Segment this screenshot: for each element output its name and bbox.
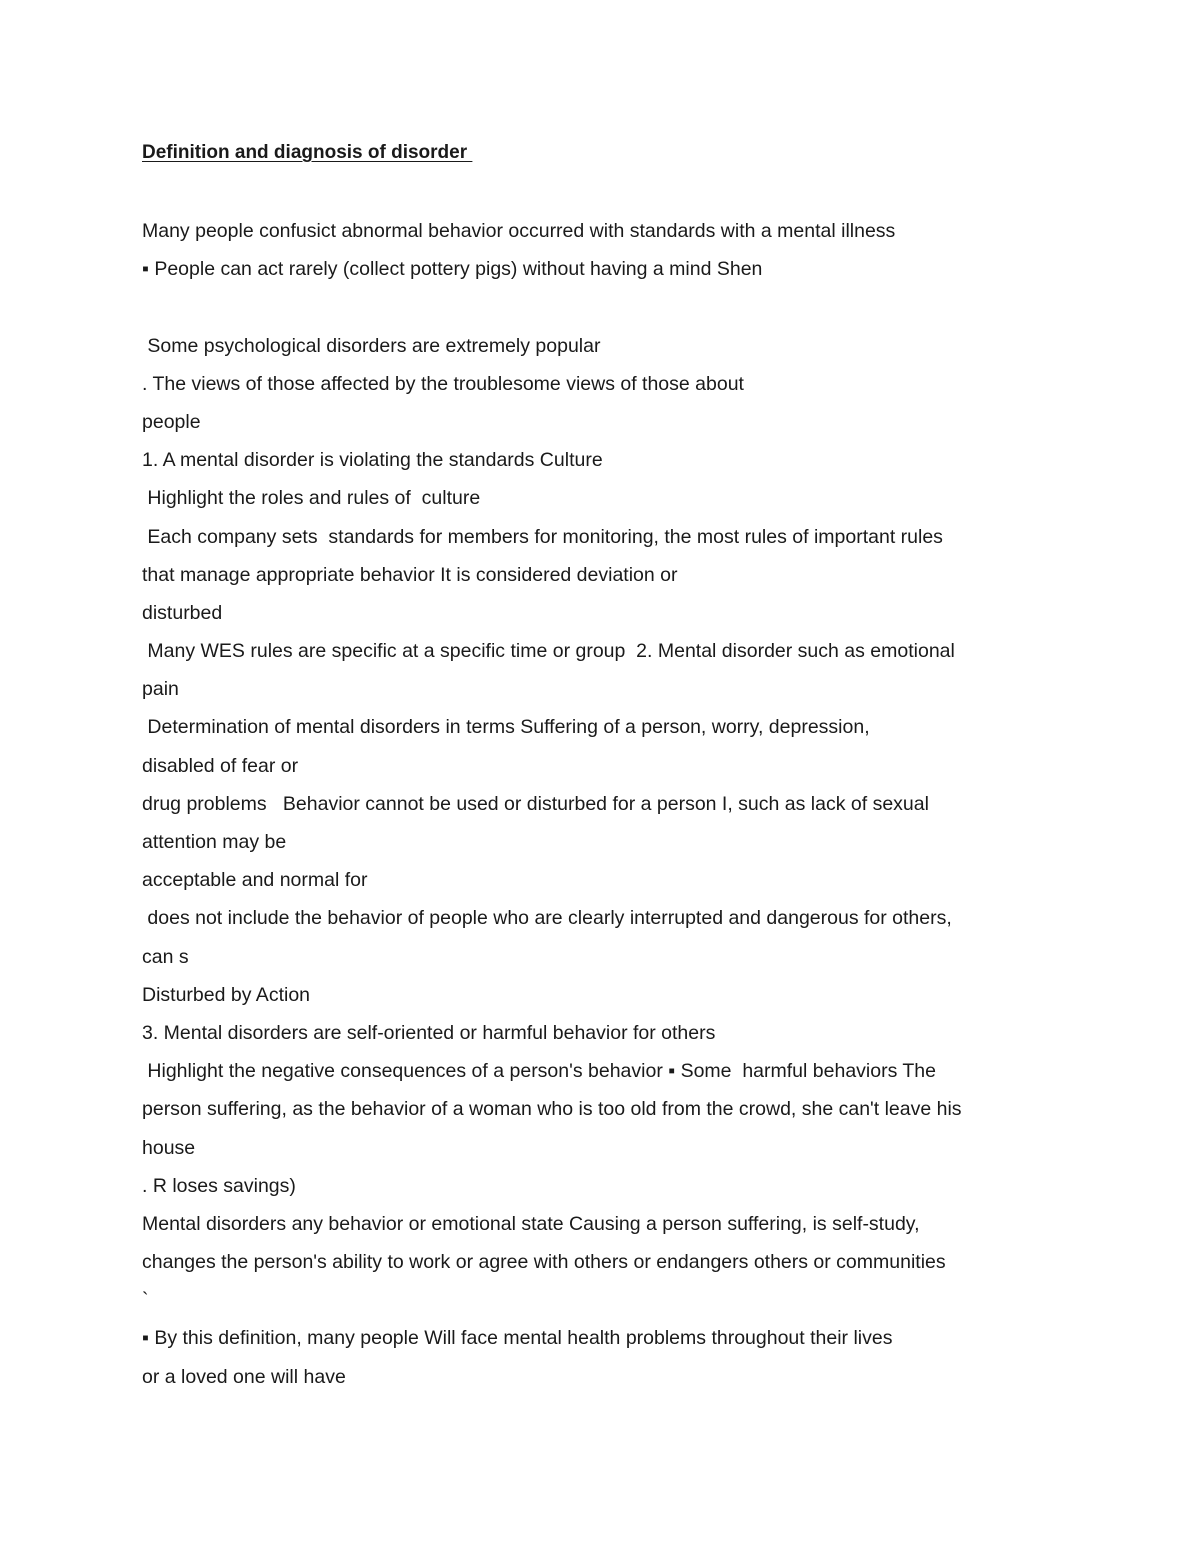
text-line: person suffering, as the behavior of a woman who is too old from the crowd, she can't leave his: [142, 1098, 962, 1121]
text-line: Some psychological disorders are extremely popular: [142, 334, 601, 357]
text-line: Highlight the negative consequences of a person's behavior ▪ Some harmful behaviors The: [142, 1060, 936, 1083]
document-body: [142, 214, 1062, 1398]
text-line: Many WES rules are specific at a specific time or group 2. Mental disorder such as emotional: [142, 640, 955, 663]
text-line: ▪ By this definition, many people Will face mental health problems throughout their lives: [142, 1327, 893, 1350]
text-line: Each company sets standards for members for monitoring, the most rules of important rules: [142, 525, 943, 548]
text-line: Highlight the roles and rules of culture: [142, 487, 481, 510]
text-line: changes the person's ability to work or agree with others or endangers others or communities: [142, 1251, 946, 1274]
text-line: disturbed: [142, 601, 223, 624]
text-line: 1. A mental disorder is violating the standards Culture: [142, 449, 603, 472]
text-line: 3. Mental disorders are self-oriented or harmful behavior for others: [142, 1021, 716, 1044]
text-line: attention may be: [142, 831, 287, 853]
text-line: . The views of those affected by the troublesome views of those about: [142, 372, 744, 395]
document-title: Definition and diagnosis of disorder: [142, 142, 473, 163]
text-line: pain: [142, 678, 179, 701]
text-line: house: [142, 1136, 196, 1159]
text-line: that manage appropriate behavior It is considered deviation or: [142, 563, 678, 586]
text-line: drug problems Behavior cannot be used or disturbed for a person I, such as lack of sexual: [142, 792, 929, 815]
text-line: or a loved one will have: [142, 1365, 346, 1388]
text-line: does not include the behavior of people who are clearly interrupted and dangerous for others,: [142, 907, 952, 930]
text-line: can s: [142, 945, 189, 968]
text-line: people: [142, 410, 201, 433]
blank-line: [142, 290, 1062, 328]
text-line: Mental disorders any behavior or emotional state Causing a person suffering, is self-study,: [142, 1212, 920, 1235]
text-line: `: [142, 1289, 149, 1312]
text-line: Many people confusict abnormal behavior occurred with standards with a mental illness: [142, 220, 896, 242]
text-line: ▪ People can act rarely (collect pottery pigs) without having a mind Shen: [142, 258, 763, 281]
text-line: acceptable and normal for: [142, 869, 368, 892]
text-line: Determination of mental disorders in terms Suffering of a person, worry, depression,: [142, 716, 870, 739]
text-line: disabled of fear or: [142, 754, 299, 777]
text-line: Disturbed by Action: [142, 983, 311, 1006]
text-line: . R loses savings): [142, 1174, 296, 1197]
